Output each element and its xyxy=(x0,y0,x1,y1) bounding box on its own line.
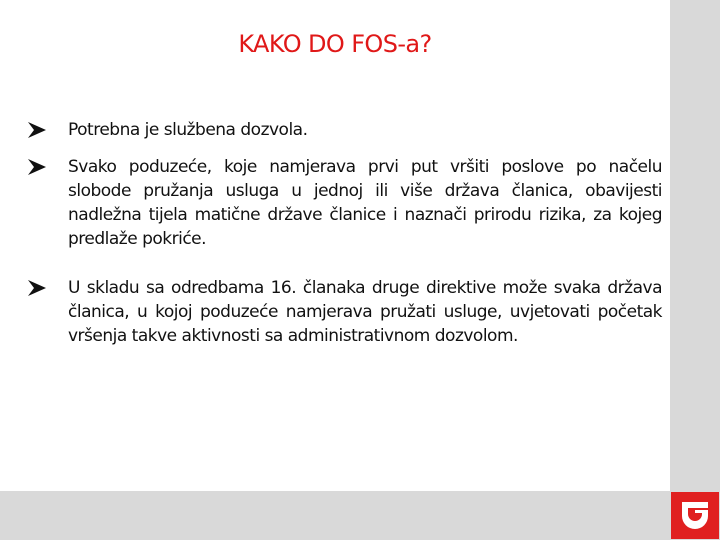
right-gray-bar xyxy=(670,0,720,540)
slide-title: KAKO DO FOS-a? xyxy=(238,30,432,58)
bullet-item xyxy=(28,118,662,142)
bullet-list xyxy=(28,118,662,348)
bullet-item xyxy=(28,276,662,348)
bottom-gray-bar xyxy=(0,491,720,540)
bullet-text: Svako poduzeće, koje namjerava prvi put vršiti poslove po načelu slobode pružanja usluga u jednoj ili više država članica, obavijesti nadležna tijela matične države članice i naznači prirodu rizika, za kojeg predlaže pokriće. xyxy=(68,157,662,249)
arrow-bullet-icon xyxy=(28,122,46,138)
bullet-text: U skladu sa odredbama 16. članaka druge direktive može svaka država članica, u kojoj poduzeće namjerava pružati usluge, uvjetovati početak vršenja takve aktivnosti sa administrativnom dozvolom. xyxy=(68,278,662,346)
bullet-item xyxy=(28,155,662,251)
company-logo-icon xyxy=(671,492,719,539)
bullet-text: Potrebna je službena dozvola. xyxy=(68,120,308,140)
arrow-bullet-icon xyxy=(28,280,46,296)
arrow-bullet-icon xyxy=(28,159,46,175)
